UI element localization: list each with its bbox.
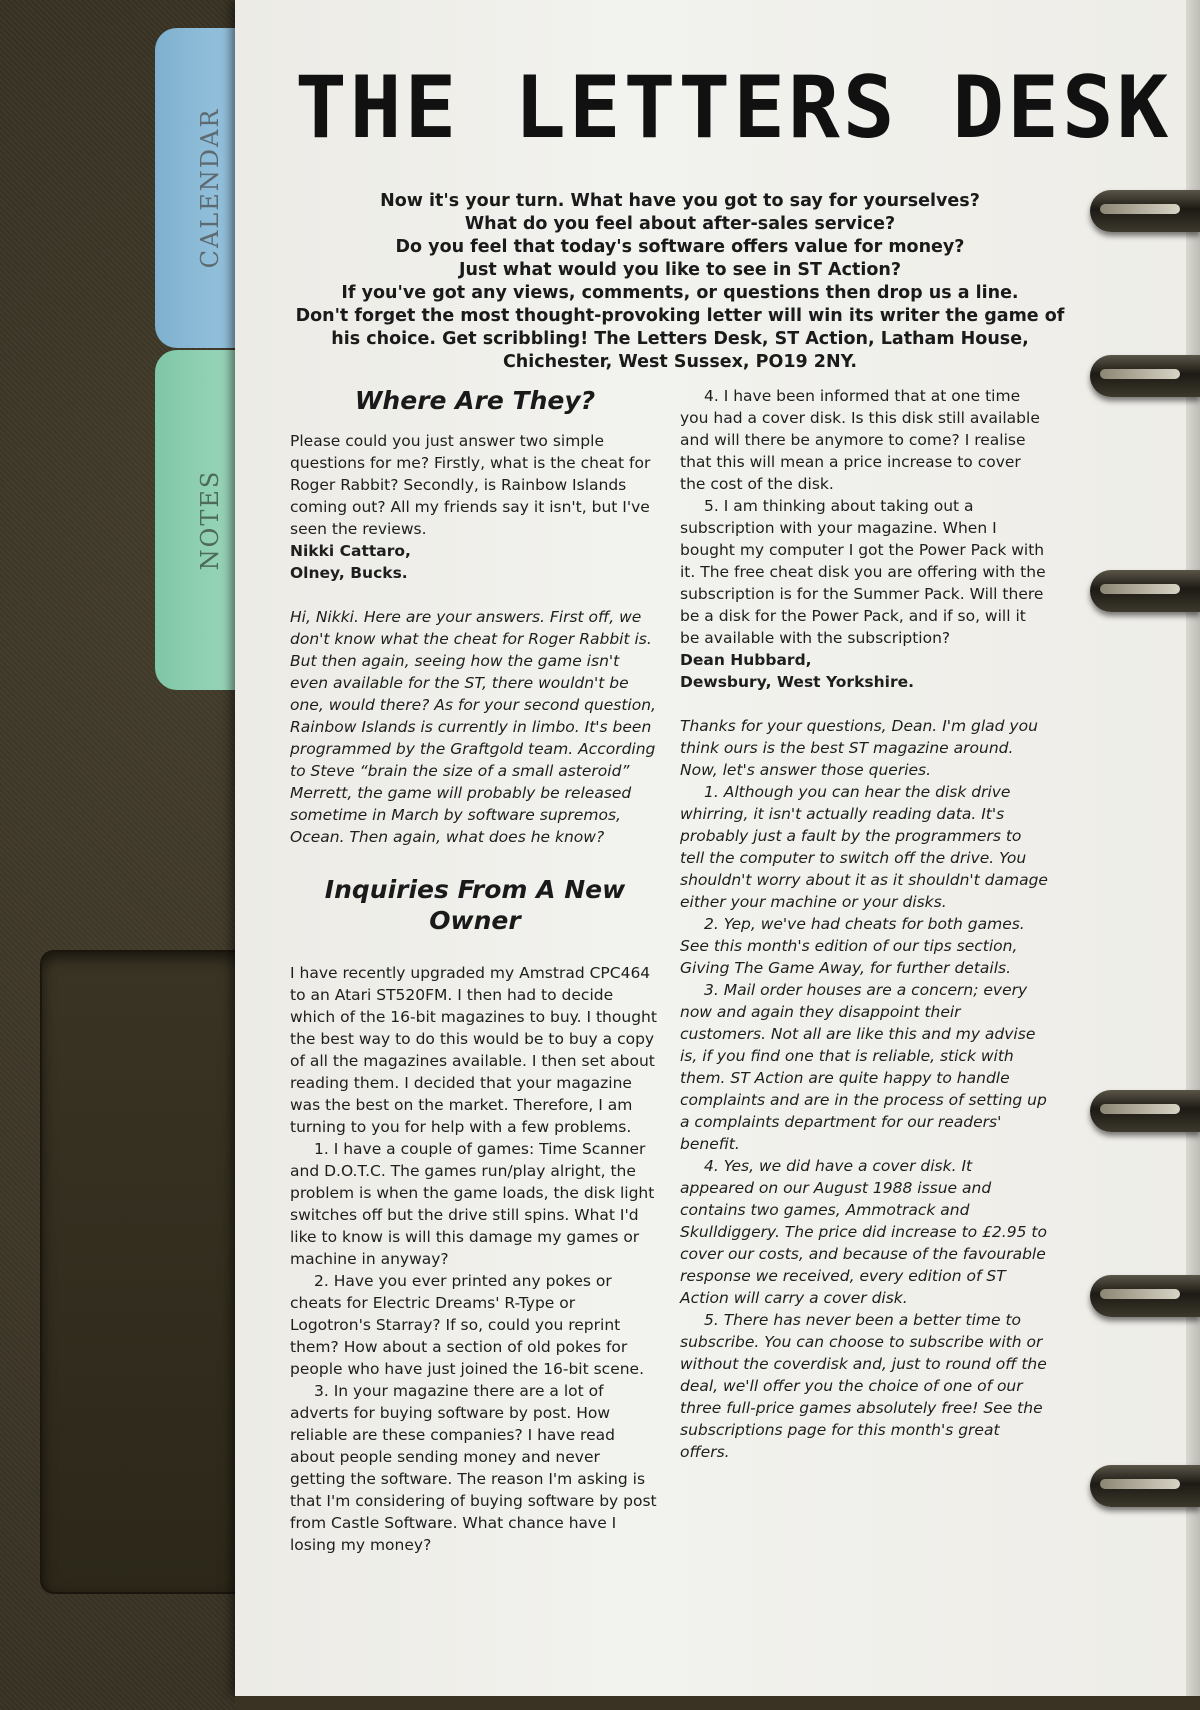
letter2-question-5: 5. I am thinking about taking out a subscription with your magazine. When I bought my computer I got the Power Pack with it. The free cheat disk you are offering with the subscription is for the Summer Pack. Will there be a disk for the Power Pack, and if so, will it be available with the subscription? xyxy=(680,497,1046,647)
intro-line: Don't forget the most thought-provoking letter will win its writer the game of xyxy=(295,306,1065,326)
binder-ring xyxy=(1090,355,1200,397)
letter1-reply: Hi, Nikki. Here are your answers. First off, we don't know what the cheat for Roger Rabbit is. But then again, seeing how the game isn't even available for the ST, there wouldn't be one, would there? As for your second question, Rainbow Islands is currently in limbo. It's been programmed by the Graftgold team. According to Steve “brain the size of a small asteroid” Merrett, the game will probably be released sometime in March by software supremos, Ocean. Then again, what does he know? xyxy=(290,608,656,846)
intro-line: Chichester, West Sussex, PO19 2NY. xyxy=(502,352,858,372)
letter2-answer-2: 2. Yep, we've had cheats for both games. See this month's edition of our tips section, Giving The Game Away, for further details. xyxy=(680,915,1025,977)
tab-calendar-label: CALENDAR xyxy=(196,107,224,269)
letter2-question-3: 3. In your magazine there are a lot of adverts for buying software by post. How reliable are these companies? I have read about people sending money and never getting the software. The reason I'm asking is that I'm considering of buying software by post from Castle Software. What chance have I losing my money? xyxy=(290,1382,657,1554)
intro-line: Do you feel that today's software offers value for money? xyxy=(395,237,965,257)
binder-ring xyxy=(1090,190,1200,232)
letter1-heading: Where Are They? xyxy=(354,386,596,415)
letter1-body: Please could you just answer two simple questions for me? Firstly, what is the cheat for Roger Rabbit? Secondly, is Rainbow Islands coming out? All my friends say it isn't, but I've seen the reviews. xyxy=(290,432,651,538)
letter1-author: Nikki Cattaro, xyxy=(290,542,411,560)
letter1-location: Olney, Bucks. xyxy=(290,564,408,582)
page-title: THE LETTERS DESK xyxy=(295,58,1172,158)
letter2-question-4: 4. I have been informed that at one time you had a cover disk. Is this disk still available and will there be anymore to come? I realise that this will mean a price increase to cover the cost of the disk. xyxy=(680,387,1040,493)
binder-ring xyxy=(1090,1090,1200,1132)
right-column xyxy=(680,385,1050,1463)
letter2-question-2: 2. Have you ever printed any pokes or cheats for Electric Dreams' R-Type or Logotron's Starray? If so, could you reprint them? How about a section of old pokes for people who have just joined the 16-bit scene. xyxy=(290,1272,645,1378)
binder-ring xyxy=(1090,1465,1200,1507)
tab-notes-label: NOTES xyxy=(196,469,224,571)
intro-line: Now it's your turn. What have you got to say for yourselves? xyxy=(380,191,980,211)
letter2-answer-3: 3. Mail order houses are a concern; every now and again they disappoint their customers. Not all are like this and my advise is, if you find one that is reliable, stick with them. ST Action are quite happy to handle complaints and are in the process of setting up a complaints department for our readers' benefit. xyxy=(680,981,1047,1153)
letter2-answer-1: 1. Although you can hear the disk drive whirring, it isn't actually reading data. It's probably just a fault by the programmers to tell the computer to switch off the drive. You shouldn't worry about it as it shouldn't damage either your machine or your disks. xyxy=(680,783,1048,911)
intro-line: What do you feel about after-sales service? xyxy=(464,214,896,234)
binder-bottom-strip xyxy=(235,1696,1200,1710)
binder-ring xyxy=(1090,570,1200,612)
letter2-question-1: 1. I have a couple of games: Time Scanner and D.O.T.C. The games run/play alright, the problem is when the game loads, the disk light switches off but the drive still spins. What I'd like to know is will this damage my games or machine in anyway? xyxy=(290,1140,655,1268)
left-column xyxy=(290,385,660,1556)
intro-blurb xyxy=(280,190,1080,374)
letter2-answer-5: 5. There has never been a better time to subscribe. You can choose to subscribe with or without the coverdisk and, just to round off the deal, we'll offer you the choice of one of our three full-price games absolutely free! See the subscriptions page for this month's great offers. xyxy=(680,1311,1047,1461)
intro-line: If you've got any views, comments, or questions then drop us a line. xyxy=(341,283,1019,303)
binder-ring xyxy=(1090,1275,1200,1317)
intro-line: his choice. Get scribbling! The Letters Desk, ST Action, Latham House, xyxy=(331,329,1029,349)
letter2-author: Dean Hubbard, xyxy=(680,651,812,669)
page-edge xyxy=(1186,0,1200,1696)
organiser-pocket xyxy=(40,950,254,1594)
letter2-answer-4: 4. Yes, we did have a cover disk. It appeared on our August 1988 issue and contains two games, Ammotrack and Skulldiggery. The price did increase to £2.95 to cover our costs, and because of the favourable response we received, every edition of ST Action will carry a cover disk. xyxy=(680,1157,1047,1307)
letter2-heading: Inquiries From A New Owner xyxy=(324,875,626,935)
letter2-reply-intro: Thanks for your questions, Dean. I'm glad you think ours is the best ST magazine around. Now, let's answer those queries. xyxy=(680,717,1038,779)
letter2-location: Dewsbury, West Yorkshire. xyxy=(680,673,914,691)
letter2-intro: I have recently upgraded my Amstrad CPC464 to an Atari ST520FM. I then had to decide which of the 16-bit magazines to buy. I thought the best way to do this would be to buy a copy of all the magazines available. I then set about reading them. I decided that your magazine was the best on the market. Therefore, I am turning to you for help with a few problems. xyxy=(290,964,657,1136)
intro-line: Just what would you like to see in ST Action? xyxy=(459,260,901,280)
